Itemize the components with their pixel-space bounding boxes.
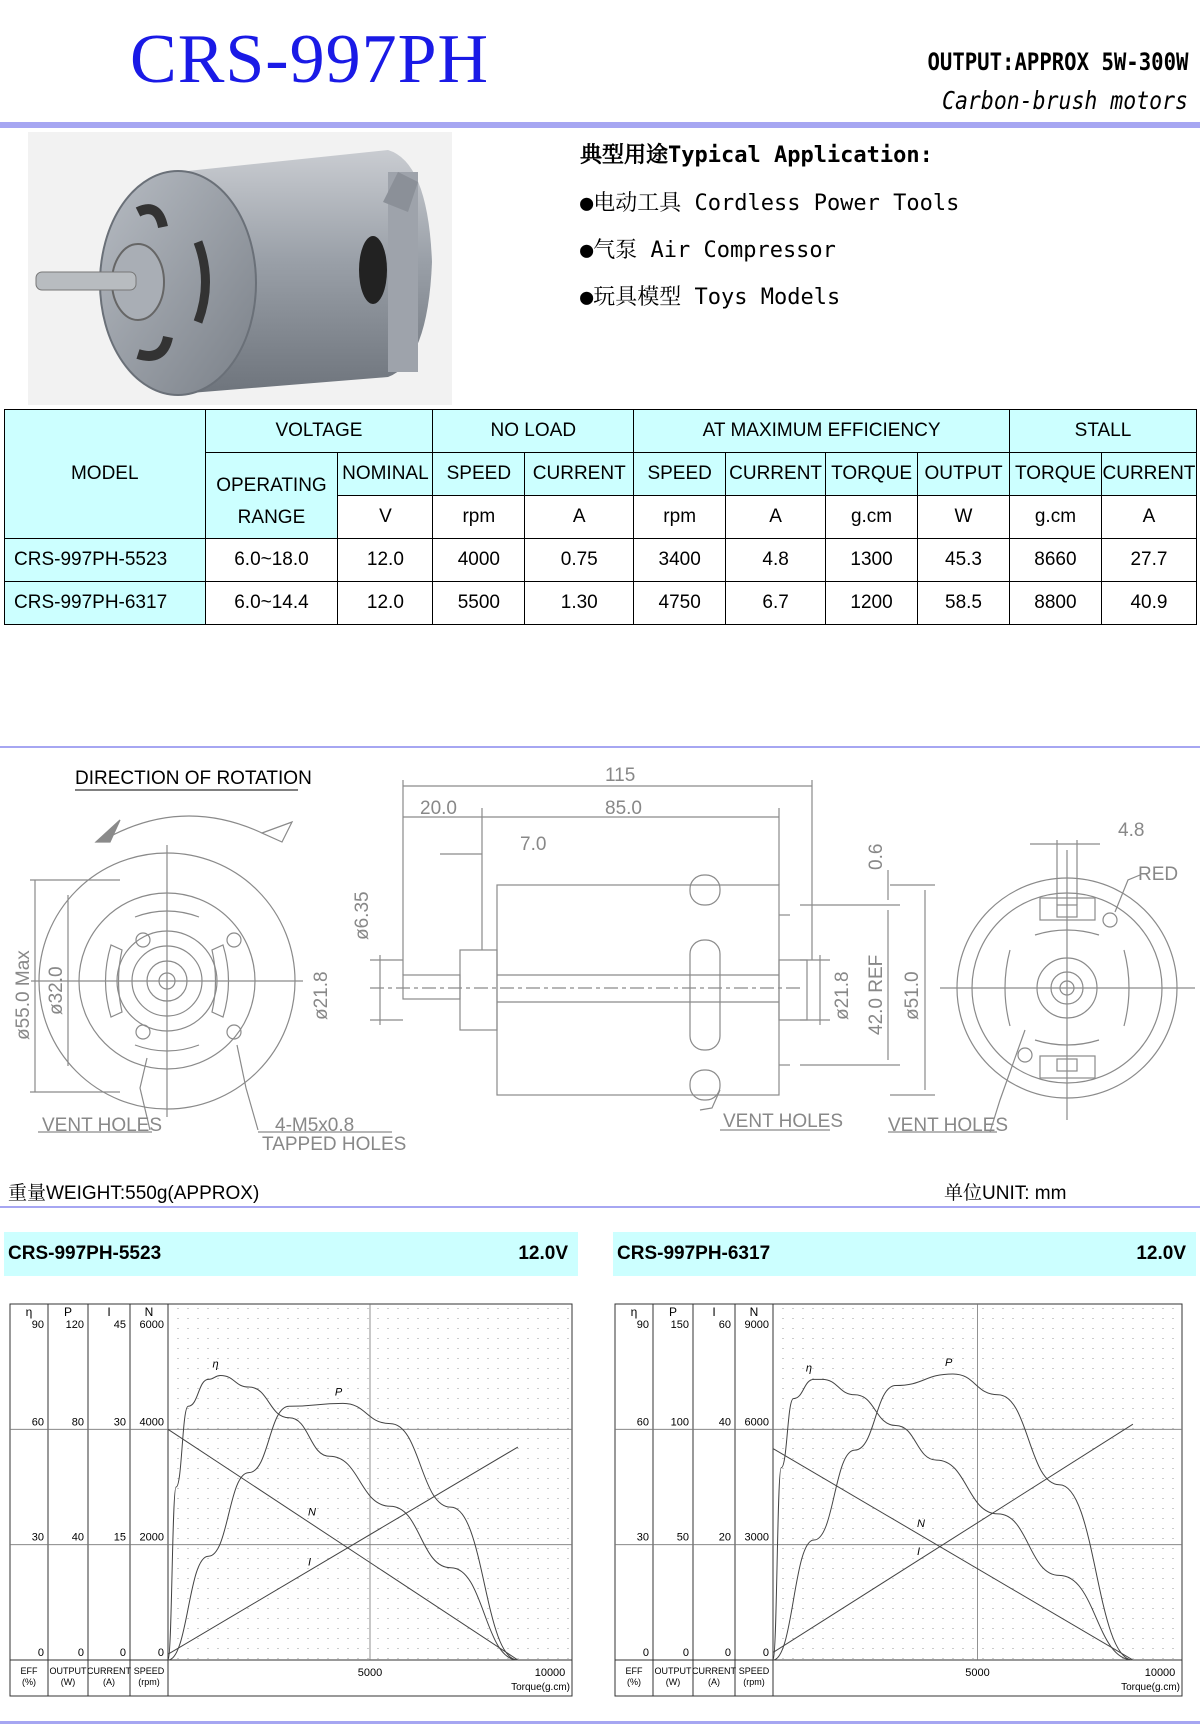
performance-chart-right	[605, 1290, 1200, 1700]
axis-tick-label: 6000	[139, 1319, 164, 1331]
rotation-label: DIRECTION OF ROTATION	[75, 768, 312, 789]
series-line-P	[168, 1403, 518, 1660]
axis-symbol: P	[63, 1305, 73, 1319]
axis-tick-label: 0	[37, 1647, 44, 1659]
x-tick-label: 5000	[357, 1667, 383, 1679]
max-efficiency-header: AT MAXIMUM EFFICIENCY	[634, 410, 1010, 453]
table-cell: 5500	[433, 582, 525, 625]
axis-tick-label: 0	[762, 1647, 769, 1659]
chart-frame	[10, 1304, 572, 1696]
dimension-label: ø55.0 Max	[13, 950, 34, 1040]
series-label: I	[307, 1556, 312, 1569]
dimension-label: 115	[605, 765, 636, 786]
vent-holes-label: VENT HOLES	[888, 1115, 1009, 1136]
section-divider	[0, 746, 1200, 748]
x-axis-title: Torque(g.cm)	[511, 1682, 570, 1693]
dimension-label: 42.0 REF	[866, 954, 887, 1035]
unit-cell: rpm	[634, 496, 726, 539]
axis-unit: (rpm)	[743, 1677, 765, 1687]
series-label: P	[944, 1356, 953, 1369]
table-cell: 1200	[826, 582, 918, 625]
section-divider	[0, 1206, 1200, 1208]
tapped-holes-label: TAPPED HOLES	[262, 1134, 407, 1155]
axis-unit: (rpm)	[138, 1677, 160, 1687]
table-cell: 1.30	[525, 582, 634, 625]
axis-tick-label: 0	[682, 1647, 689, 1659]
series-label: η	[212, 1358, 219, 1371]
performance-chart-left	[0, 1290, 590, 1700]
axis-tick-label: 0	[157, 1647, 164, 1659]
series-label: η	[805, 1362, 813, 1375]
dimension-label: ø51.0	[902, 971, 923, 1020]
axis-tick-label: 9000	[744, 1319, 769, 1331]
bottom-divider	[0, 1721, 1200, 1724]
axis-title: SPEED	[133, 1666, 165, 1676]
table-cell: 3400	[634, 539, 726, 582]
voltage-header: VOLTAGE	[205, 410, 433, 453]
chart-frame	[615, 1304, 1182, 1696]
axis-tick-label: 20	[718, 1531, 731, 1544]
column-header: CURRENT	[525, 453, 634, 496]
series-label: P	[334, 1386, 343, 1399]
axis-title: SPEED	[738, 1666, 770, 1676]
dimension-label: 0.6	[866, 843, 887, 870]
weight-note: 重量WEIGHT:550g(APPROX)	[8, 1183, 260, 1204]
axis-tick-label: 100	[670, 1416, 689, 1429]
no-load-header: NO LOAD	[433, 410, 634, 453]
unit-note: 单位UNIT: mm	[944, 1183, 1067, 1204]
motor-photo	[28, 132, 452, 405]
axis-tick-label: 60	[31, 1416, 44, 1429]
axis-tick-label: 4000	[139, 1416, 164, 1429]
stall-header: STALL	[1009, 410, 1196, 453]
table-cell: 40.9	[1101, 582, 1196, 625]
axis-title: EFF	[625, 1666, 643, 1676]
axis-tick-label: 2000	[139, 1531, 164, 1544]
red-wire-label: RED	[1138, 864, 1179, 885]
axis-symbol: η	[630, 1305, 638, 1319]
dimension-label: ø32.0	[46, 966, 67, 1015]
axis-tick-label: 150	[670, 1319, 689, 1331]
table-cell: 4750	[634, 582, 726, 625]
axis-symbol: N	[749, 1305, 759, 1319]
axis-tick-label: 60	[636, 1416, 649, 1429]
axis-tick-label: 0	[724, 1647, 731, 1659]
axis-tick-label: 0	[77, 1647, 84, 1659]
axis-symbol: P	[668, 1305, 678, 1319]
axis-tick-label: 30	[113, 1416, 126, 1429]
dimension-label: ø6.35	[352, 891, 373, 940]
series-label: N	[916, 1518, 925, 1531]
axis-tick-label: 6000	[744, 1416, 769, 1429]
table-row	[5, 539, 1197, 582]
axis-tick-label: 0	[642, 1647, 649, 1659]
table-cell: 6.7	[726, 582, 826, 625]
column-header: OUTPUT	[918, 453, 1010, 496]
dimension-label: 20.0	[420, 798, 457, 819]
x-tick-label: 10000	[1144, 1667, 1176, 1679]
axis-unit: (W)	[60, 1677, 76, 1687]
chart-voltage-label: 12.0V	[518, 1243, 568, 1264]
dimension-label: 4.8	[1118, 820, 1145, 841]
unit-cell: W	[918, 496, 1010, 539]
axis-tick-label: 30	[31, 1531, 44, 1544]
axis-tick-label: 0	[119, 1647, 126, 1659]
unit-cell: rpm	[433, 496, 525, 539]
axis-unit: (A)	[708, 1677, 720, 1687]
table-cell: 8660	[1009, 539, 1101, 582]
axis-tick-label: 3000	[744, 1531, 769, 1544]
product-title: CRS-997PH	[130, 21, 490, 98]
axis-unit: (%)	[22, 1677, 36, 1687]
application-item: ●电动工具 Cordless Power Tools	[580, 191, 960, 216]
table-cell: 4.8	[726, 539, 826, 582]
table-cell: 6.0~14.4	[205, 582, 338, 625]
axis-title: EFF	[20, 1666, 38, 1676]
table-row	[5, 582, 1197, 625]
axis-title: OUTPUT	[49, 1666, 87, 1676]
axis-unit: (A)	[103, 1677, 115, 1687]
range-label: RANGE	[237, 506, 306, 528]
table-cell: 12.0	[338, 539, 433, 582]
table-cell: 0.75	[525, 539, 634, 582]
axis-tick-label: 60	[718, 1319, 731, 1331]
axis-tick-label: 30	[636, 1531, 649, 1544]
table-cell: 1300	[826, 539, 918, 582]
axis-symbol: I	[712, 1305, 716, 1319]
unit-cell: A	[525, 496, 634, 539]
axis-tick-label: 45	[113, 1319, 126, 1331]
vent-holes-label: VENT HOLES	[42, 1115, 163, 1136]
chart-header-right	[613, 1232, 1196, 1276]
output-range: OUTPUT:APPROX 5W-300W	[927, 48, 1188, 76]
table-cell: 4000	[433, 539, 525, 582]
dimension-label: ø21.8	[832, 971, 853, 1020]
axis-tick-label: 120	[65, 1319, 84, 1331]
axis-tick-label: 15	[113, 1531, 126, 1544]
model-cell: CRS-997PH-5523	[5, 539, 206, 582]
x-tick-label: 5000	[965, 1667, 990, 1679]
axis-tick-label: 40	[718, 1416, 731, 1429]
dimension-label: 7.0	[520, 834, 547, 855]
table-cell: 45.3	[918, 539, 1010, 582]
axis-tick-label: 40	[71, 1531, 84, 1544]
series-line-P	[773, 1374, 1133, 1660]
axis-title: CURRENT	[692, 1666, 736, 1676]
series-line-eta	[168, 1376, 518, 1660]
tapped-holes-label: 4-M5x0.8	[275, 1115, 355, 1136]
table-cell: 27.7	[1101, 539, 1196, 582]
model-cell: CRS-997PH-6317	[5, 582, 206, 625]
x-tick-label: 10000	[534, 1667, 566, 1679]
chart-model-label: CRS-997PH-6317	[617, 1243, 771, 1264]
unit-cell: A	[1101, 496, 1196, 539]
spec-table	[4, 409, 1197, 625]
axis-tick-label: 90	[636, 1319, 649, 1331]
dimension-label: 85.0	[605, 798, 642, 819]
chart-header-left	[4, 1232, 578, 1276]
axis-unit: (%)	[627, 1677, 641, 1687]
column-header: TORQUE	[826, 453, 918, 496]
column-header: TORQUE	[1009, 453, 1101, 496]
column-header: SPEED	[634, 453, 726, 496]
product-subtitle: Carbon-brush motors	[942, 86, 1188, 115]
table-cell: 8800	[1009, 582, 1101, 625]
column-header: NOMINAL	[338, 453, 433, 496]
axis-symbol: N	[144, 1305, 154, 1319]
table-cell: 58.5	[918, 582, 1010, 625]
axis-tick-label: 50	[676, 1531, 689, 1544]
column-header: CURRENT	[1101, 453, 1196, 496]
table-cell: 12.0	[338, 582, 433, 625]
model-header: MODEL	[5, 410, 206, 539]
series-line-I	[168, 1447, 518, 1654]
unit-cell: A	[726, 496, 826, 539]
axis-tick-label: 80	[71, 1416, 84, 1429]
application-item: ●玩具模型 Toys Models	[580, 285, 841, 310]
axis-symbol: η	[25, 1305, 33, 1319]
dimension-drawing	[0, 750, 1200, 1160]
axis-symbol: I	[107, 1305, 111, 1319]
column-header: SPEED	[433, 453, 525, 496]
series-label: N	[307, 1506, 316, 1519]
axis-tick-label: 90	[31, 1319, 44, 1331]
column-header: CURRENT	[726, 453, 826, 496]
table-cell: 6.0~18.0	[205, 539, 338, 582]
axis-unit: (W)	[665, 1677, 681, 1687]
dimension-label: ø21.8	[311, 971, 332, 1020]
application-item: ●气泵 Air Compressor	[580, 238, 836, 263]
x-axis-title: Torque(g.cm)	[1121, 1682, 1180, 1693]
chart-voltage-label: 12.0V	[1136, 1243, 1186, 1264]
series-label: I	[916, 1546, 921, 1559]
operating-range-header	[205, 453, 338, 539]
operating-label: OPERATING	[216, 474, 327, 496]
chart-model-label: CRS-997PH-5523	[8, 1243, 162, 1264]
unit-cell: g.cm	[826, 496, 918, 539]
axis-title: OUTPUT	[654, 1666, 692, 1676]
vent-holes-label: VENT HOLES	[723, 1111, 844, 1132]
application-heading: 典型用途Typical Application:	[580, 143, 933, 168]
unit-cell: g.cm	[1009, 496, 1101, 539]
axis-title: CURRENT	[87, 1666, 131, 1676]
unit-cell: V	[338, 496, 433, 539]
header-divider	[0, 122, 1200, 128]
